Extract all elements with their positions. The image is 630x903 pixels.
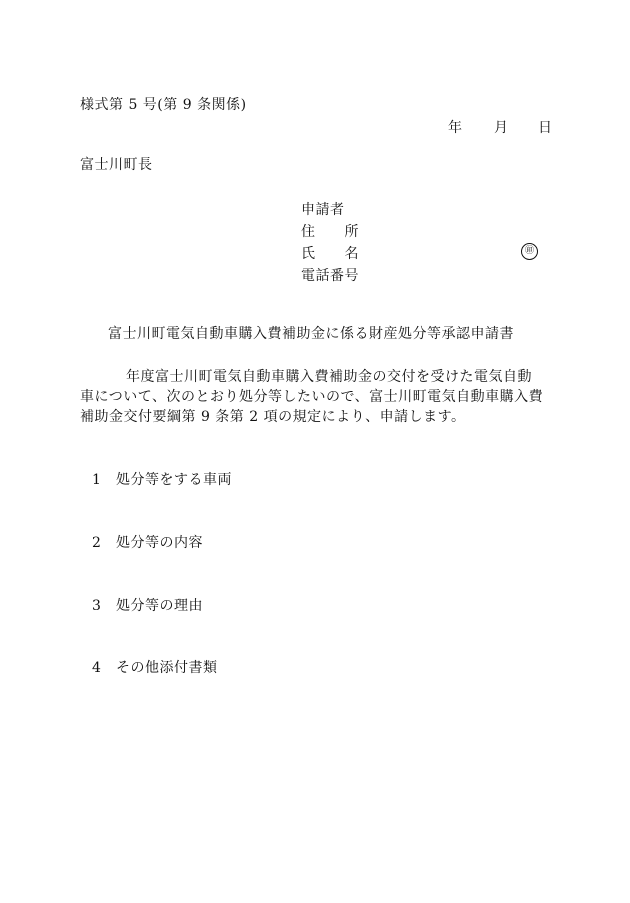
list-item-number: 3 <box>92 598 102 614</box>
document-title: 富士川町電気自動車購入費補助金に係る財産処分等承認申請書 <box>108 326 514 342</box>
applicant-heading: 申請者 <box>301 202 345 218</box>
list-item-reason <box>92 599 203 613</box>
body-paragraph <box>80 367 550 427</box>
body-line-3: 補助金交付要綱第 9 条第 2 項の規定により、申請します。 <box>80 409 466 425</box>
date-year-label: 年 <box>448 120 463 136</box>
list-item-label: 処分等をする車両 <box>116 472 232 488</box>
list-item-label: 処分等の内容 <box>116 535 203 551</box>
body-line-1: 年度富士川町電気自動車購入費補助金の交付を受けた電気自動 <box>126 369 532 385</box>
form-number-label: 様式第 5 号(第 9 条関係) <box>80 97 247 113</box>
list-item-label: 処分等の理由 <box>116 598 203 614</box>
list-item-number: 2 <box>92 535 102 551</box>
seal-mark-icon: ㊞ <box>521 243 538 260</box>
applicant-block <box>301 203 359 291</box>
address-label: 住 所 <box>301 224 359 240</box>
name-label: 氏 名 <box>301 246 359 262</box>
list-item-content <box>92 536 203 550</box>
addressee: 富士川町長 <box>80 157 153 173</box>
body-line-2: 車について、次のとおり処分等したいので、富士川町電気自動車購入費 <box>80 389 544 405</box>
phone-label: 電話番号 <box>301 268 359 284</box>
list-item-number: 4 <box>92 660 102 676</box>
date-day-label: 日 <box>538 120 553 136</box>
date-month-label: 月 <box>494 120 509 136</box>
list-item-number: 1 <box>92 472 102 488</box>
list-item-vehicle <box>92 473 232 487</box>
list-item-attachments <box>92 661 218 675</box>
list-item-label: その他添付書類 <box>116 660 218 676</box>
